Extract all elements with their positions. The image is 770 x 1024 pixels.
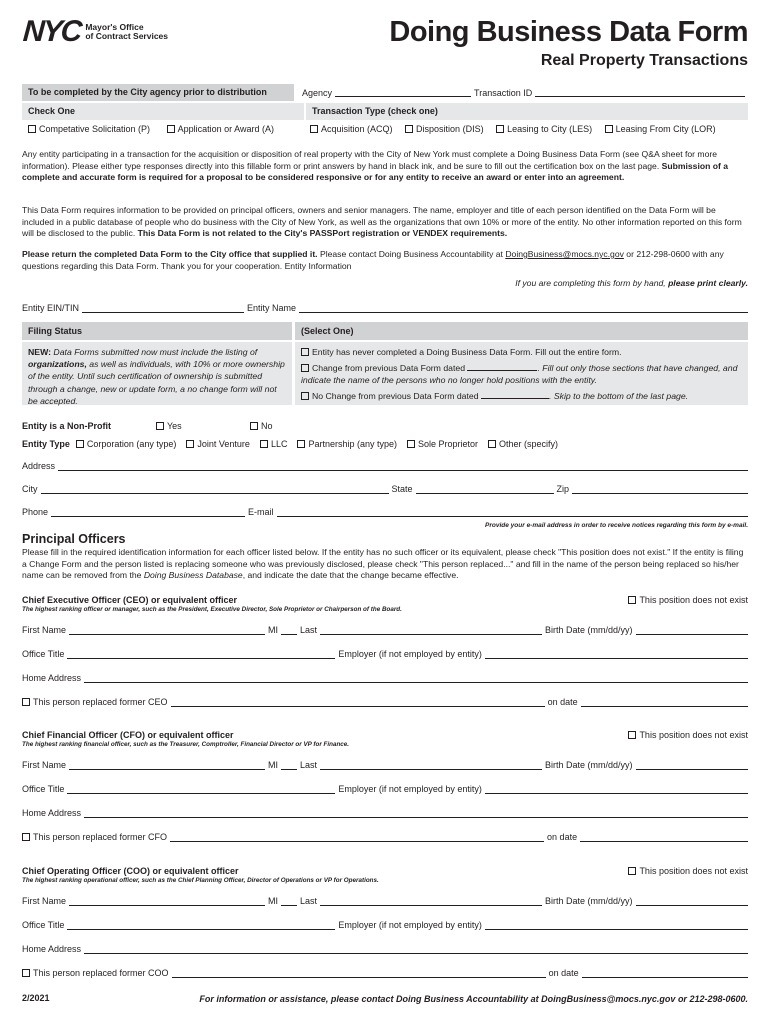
intro-p2: This Data Form requires information to be provided on principal officers, owners and senior managers. The name, employer and title of each person identified on the Data Form will be included in a public database of people who do business with the City of New York, as well as the organizations that own 10% or more of the entity. No other information reported on this form will be disclosed to the public. This Data Form is not related to the City's PASSPort registration or VENDEX requirements. [22,205,742,238]
officer-title: Chief Executive Officer (CEO) or equivalent officer [22,595,238,605]
home-row: Home Address [22,808,748,818]
mi-input[interactable] [281,626,297,635]
checkbox[interactable] [22,698,30,706]
entity-id-row: Entity EIN/TIN Entity Name [22,303,748,313]
checkbox[interactable] [297,440,305,448]
zip-input[interactable] [572,485,748,494]
agency-section [22,84,748,134]
last-name-input[interactable] [320,761,542,770]
officers-intro: Please fill in the required identification information for each officer listed below. If the entity has no such officer or its equivalent, please check "This position does not exist." If the entity is filing a Change Form and the person listed is replacing someone who was previously disclosed, please check "This person replaced..." and fill in the name of the person being replaced so his/her name can be removed from the Doing Business Database, and indicate the date that the change became effective. [22,547,744,580]
entity-name-input[interactable] [299,304,748,313]
home-address-input[interactable] [84,809,748,818]
option-disposition[interactable]: Disposition (DIS) [405,124,484,134]
employer-input[interactable] [485,785,748,794]
transaction-id-label: Transaction ID [474,87,533,98]
intro-p1: Any entity participating in a transaction for the acquisition or disposition of real property with the City of New York must complete a Doing Business Data Form (see Q&A sheet for more information). Please either type responses directly into this fillable form or print answers by hand in black ink, and be sure to fill out the certification box on the last page. Submission of a complete and accurate form is required for a proposal to be considered responsive or for any entity to receive an award or enter into an agreement. [22,149,728,182]
replaced-row: This person replaced former COO on date [22,968,748,978]
replaced-name-input[interactable] [172,969,546,978]
checkbox[interactable] [488,440,496,448]
title-row: Office Title Employer (if not employed by entity) [22,649,748,659]
logo-office-line2: of Contract Services [85,31,169,41]
checkbox[interactable] [310,125,318,133]
email-note: Provide your e-mail address in order to receive notices regarding this form by e-mail. [485,522,748,529]
replaced-name-input[interactable] [170,833,544,842]
select-one-label: (Select One) [295,322,748,340]
officer-block [22,595,748,707]
birth-date-input[interactable] [636,761,748,770]
replaced-row: This person replaced former CFO on date [22,832,748,842]
checkbox[interactable] [167,125,175,133]
mi-input[interactable] [281,761,297,770]
checkbox[interactable] [407,440,415,448]
checkbox[interactable] [250,422,258,430]
checkbox[interactable] [22,833,30,841]
type-other[interactable]: Other (specify) [488,439,558,449]
agency-label: Agency [302,87,333,98]
form-date: 2/2021 [22,993,50,1003]
page-title: Doing Business Data Form [389,16,748,48]
address-input[interactable] [58,462,748,471]
check-one-label: Check One [22,103,304,120]
logo-nyc: NYC [21,15,82,48]
replaced-option[interactable]: This person replaced former CEO [22,697,168,707]
email-input[interactable] [277,508,748,517]
checkbox[interactable] [405,125,413,133]
intro-p3: Please return the completed Data Form to the City office that supplied it. Please contact Doing Business Accountability at DoingBusiness@mocs.nyc.gov or 212-298-0600 with any questions regarding this Data Form. Thank you for your cooperation. Entity Information [22,249,724,271]
option-leasing-from[interactable]: Leasing From City (LOR) [605,124,716,134]
filing-status-label: Filing Status [22,322,292,340]
name-row: First Name MI Last Birth Date (mm/dd/yy) [22,896,748,906]
last-name-input[interactable] [320,897,542,906]
option-never-completed[interactable]: Entity has never completed a Doing Business Data Form. Fill out the entire form. [301,346,742,358]
checkbox[interactable] [260,440,268,448]
option-no-change[interactable]: No Change from previous Data Form dated . Skip to the bottom of the last page. [301,390,742,402]
print-clearly-note: If you are completing this form by hand, please print clearly. [515,278,748,288]
title-row: Office Title Employer (if not employed by entity) [22,784,748,794]
home-address-input[interactable] [84,945,748,954]
type-llc[interactable]: LLC [260,439,288,449]
transaction-id-input[interactable] [535,88,745,97]
checkbox[interactable] [28,125,36,133]
checkbox[interactable] [628,731,636,739]
nonprofit-yes[interactable]: Yes [156,421,250,431]
position-not-exist[interactable]: This position does not exist [628,595,748,605]
replaced-date-input[interactable] [581,698,748,707]
filing-status-section [22,322,748,405]
position-not-exist[interactable]: This position does not exist [628,730,748,740]
agency-input[interactable] [335,88,471,97]
phone-row: Phone E-mail [22,507,748,517]
option-acquisition[interactable]: Acquisition (ACQ) [310,124,393,134]
first-name-input[interactable] [69,897,265,906]
checkbox[interactable] [22,969,30,977]
checkbox[interactable] [496,125,504,133]
officer-description: The highest ranking operational officer, such as the Chief Planning Officer, Director of Operations or VP for Operations. [22,877,379,884]
ein-input[interactable] [82,304,244,313]
checkbox[interactable] [628,867,636,875]
name-row: First Name MI Last Birth Date (mm/dd/yy) [22,760,748,770]
home-address-input[interactable] [84,674,748,683]
office-title-input[interactable] [67,650,335,659]
type-sole-proprietor[interactable]: Sole Proprietor [407,439,478,449]
checkbox[interactable] [301,392,309,400]
checkbox[interactable] [156,422,164,430]
checkbox[interactable] [76,440,84,448]
checkbox[interactable] [301,348,309,356]
first-name-input[interactable] [69,761,265,770]
employer-input[interactable] [485,650,748,659]
birth-date-input[interactable] [636,626,748,635]
first-name-input[interactable] [69,626,265,635]
checkbox[interactable] [186,440,194,448]
state-input[interactable] [416,485,554,494]
option-application[interactable]: Application or Award (A) [167,124,274,134]
phone-input[interactable] [51,508,245,517]
position-not-exist[interactable]: This position does not exist [628,866,748,876]
replaced-date-input[interactable] [582,969,748,978]
nonprofit-row: Entity is a Non-Profit Yes No [22,421,273,431]
page-subtitle: Real Property Transactions [540,52,748,69]
birth-date-input[interactable] [636,897,748,906]
officer-description: The highest ranking financial officer, such as the Treasurer, Comptroller, Financial Director or VP for Finance. [22,741,350,748]
employer-input[interactable] [485,921,748,930]
option-change[interactable]: Change from previous Data Form dated . Fill out only those sections that have changed, and indicate the name of the persons who no longer hold positions with the entity. [301,363,738,385]
city-row: City State Zip [22,484,748,494]
nyc-logo [21,15,169,48]
entity-type-row: Entity Type Corporation (any type) Joint Venture LLC Partnership (any type) Sole Proprietor Other (specify) [22,439,559,449]
home-row: Home Address [22,673,748,683]
type-corporation[interactable]: Corporation (any type) [76,439,177,449]
officer-block [22,866,748,978]
replaced-name-input[interactable] [171,698,545,707]
city-input[interactable] [41,485,389,494]
officer-title: Chief Operating Officer (COO) or equivalent officer [22,866,239,876]
type-partnership[interactable]: Partnership (any type) [297,439,397,449]
home-row: Home Address [22,944,748,954]
office-title-input[interactable] [67,785,335,794]
option-leasing-to[interactable]: Leasing to City (LES) [496,124,592,134]
replaced-date-input[interactable] [580,833,748,842]
replaced-option[interactable]: This person replaced former CFO [22,832,167,842]
replaced-row: This person replaced former CEO on date [22,697,748,707]
footer-contact: For information or assistance, please contact Doing Business Accountability at DoingBusiness@mocs.nyc.gov or 212-298-0600. [199,994,748,1004]
officer-block [22,730,748,842]
checkbox[interactable] [605,125,613,133]
new-notice: NEW: Data Forms submitted now must include the listing of organizations, as well as individuals, with 10% or more ownership of the entity. Until such certification of ownership is submitted through a change, new or update form, a no change form will not be accepted. [22,342,292,405]
checkbox[interactable] [628,596,636,604]
address-row: Address [22,461,748,471]
nonprofit-no[interactable]: No [250,421,273,431]
mi-input[interactable] [281,897,297,906]
last-name-input[interactable] [320,626,542,635]
office-title-input[interactable] [67,921,335,930]
contact-email-link[interactable]: DoingBusiness@mocs.nyc.gov [505,249,624,259]
officer-description: The highest ranking officer or manager, such as the President, Executive Director, Sole Proprietor or Chairperson of the Board. [22,606,402,613]
checkbox[interactable] [301,364,309,372]
logo-office-line1: Mayor's Office [85,22,144,32]
title-row: Office Title Employer (if not employed by entity) [22,920,748,930]
replaced-option[interactable]: This person replaced former COO [22,968,169,978]
option-competitive[interactable]: Competative Solicitation (P) [28,124,150,134]
agency-intro: To be completed by the City agency prior to distribution [22,84,294,101]
transaction-type-label: Transaction Type (check one) [306,103,748,120]
officer-title: Chief Financial Officer (CFO) or equivalent officer [22,730,234,740]
type-joint-venture[interactable]: Joint Venture [186,439,250,449]
principal-officers-heading: Principal Officers [22,532,126,546]
name-row: First Name MI Last Birth Date (mm/dd/yy) [22,625,748,635]
